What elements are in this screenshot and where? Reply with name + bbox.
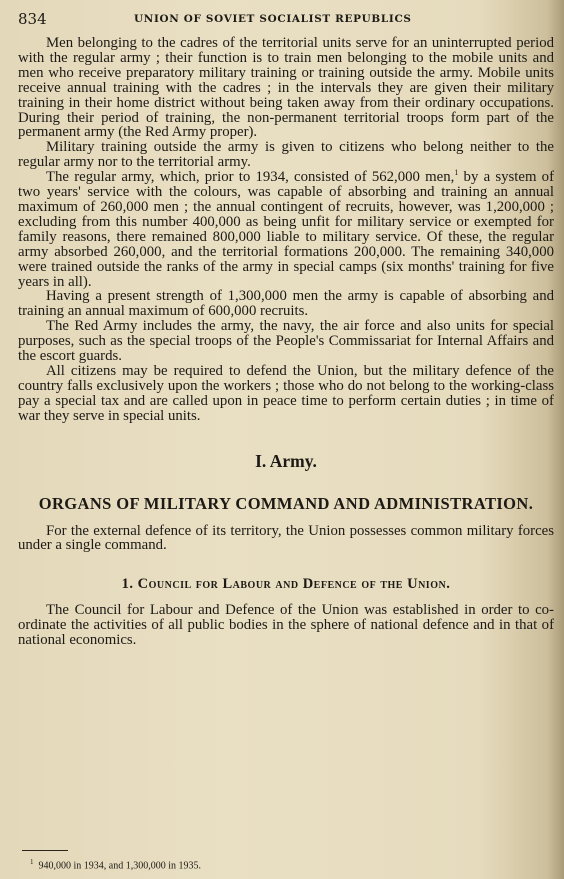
page-body	[18, 36, 554, 648]
paragraph-present-strength: Having a present strength of 1,300,000 men the army is capable of absorbing and training an annual maximum of 600,000 recruits.	[18, 288, 554, 320]
paragraph-external-defence: For the external defence of its territory, the Union possesses common military forces under a single command.	[18, 522, 554, 554]
regular-army-text-1: The regular army, which, prior to 1934, consisted of 562,000 men,	[46, 169, 455, 186]
footnote	[30, 858, 201, 871]
subsection-title: ORGANS OF MILITARY COMMAND AND ADMINISTRATION.	[38, 493, 534, 513]
paragraph-council: The Council for Labour and Defence of the Union was established in order to co-ordinate the activities of all public bodies in the sphere of national defence and in that of national economics.	[18, 602, 554, 649]
page-number: 834	[18, 10, 47, 28]
footnote-ref: 1	[454, 168, 459, 178]
paragraph-all-citizens: All citizens may be required to defend the Union, but the military defence of the country falls exclusively upon the workers ; those who do not belong to the working-class pay a special tax and are called upon in peace time to perform certain duties ; in time of war they serve in special units.	[18, 362, 554, 424]
footnote-rule	[22, 850, 68, 851]
council-heading: 1. Council for Labour and Defence of the Union.	[121, 576, 451, 593]
footnote-text: 940,000 in 1934, and 1,300,000 in 1935.	[38, 860, 201, 872]
section-title: I. Army.	[255, 450, 317, 471]
paragraph-training-outside-army: Military training outside the army is given to citizens who belong neither to the regular army nor to the territorial army.	[18, 139, 554, 171]
page-header	[18, 10, 546, 32]
paragraph-territorial-cadres: Men belonging to the cadres of the territorial units serve for an uninterrupted period with the regular army ; their function is to train men belonging to the mobile units and men who receive preparatory military training or training outside the army. Mobile units receive annual training with the cadres ; in the intervals they are given their military training in their home district without being taken away from their ordinary occupations. During their period of training, the non-permanent territorial troops form part of the permanent army (the Red Army proper).	[18, 35, 554, 141]
paragraph-regular-army	[18, 170, 554, 289]
running-head: UNION OF SOVIET SOCIALIST REPUBLICS	[134, 13, 412, 25]
footnote-mark: 1	[30, 858, 34, 866]
paragraph-red-army-includes: The Red Army includes the army, the navy, the air force and also units for special purposes, such as the special troops of the People's Commissariat for Internal Affairs and the escort guards.	[18, 318, 554, 365]
regular-army-text-2: by a system of two years' service with the colours, was capable of absorbing and training an annual maximum of 260,000 men ; the annual contingent of recruits, however, was 1,200,000 ; excluding from this number 400,000 as being unfit for military service or exempted for family reasons, there remained 800,000 liable to military service. Of these, the regular army absorbed 260,000, and the territorial formations 200,000. The remaining 340,000 were trained outside the ranks of the army in special camps (six months' training for five years in all).	[18, 169, 554, 290]
